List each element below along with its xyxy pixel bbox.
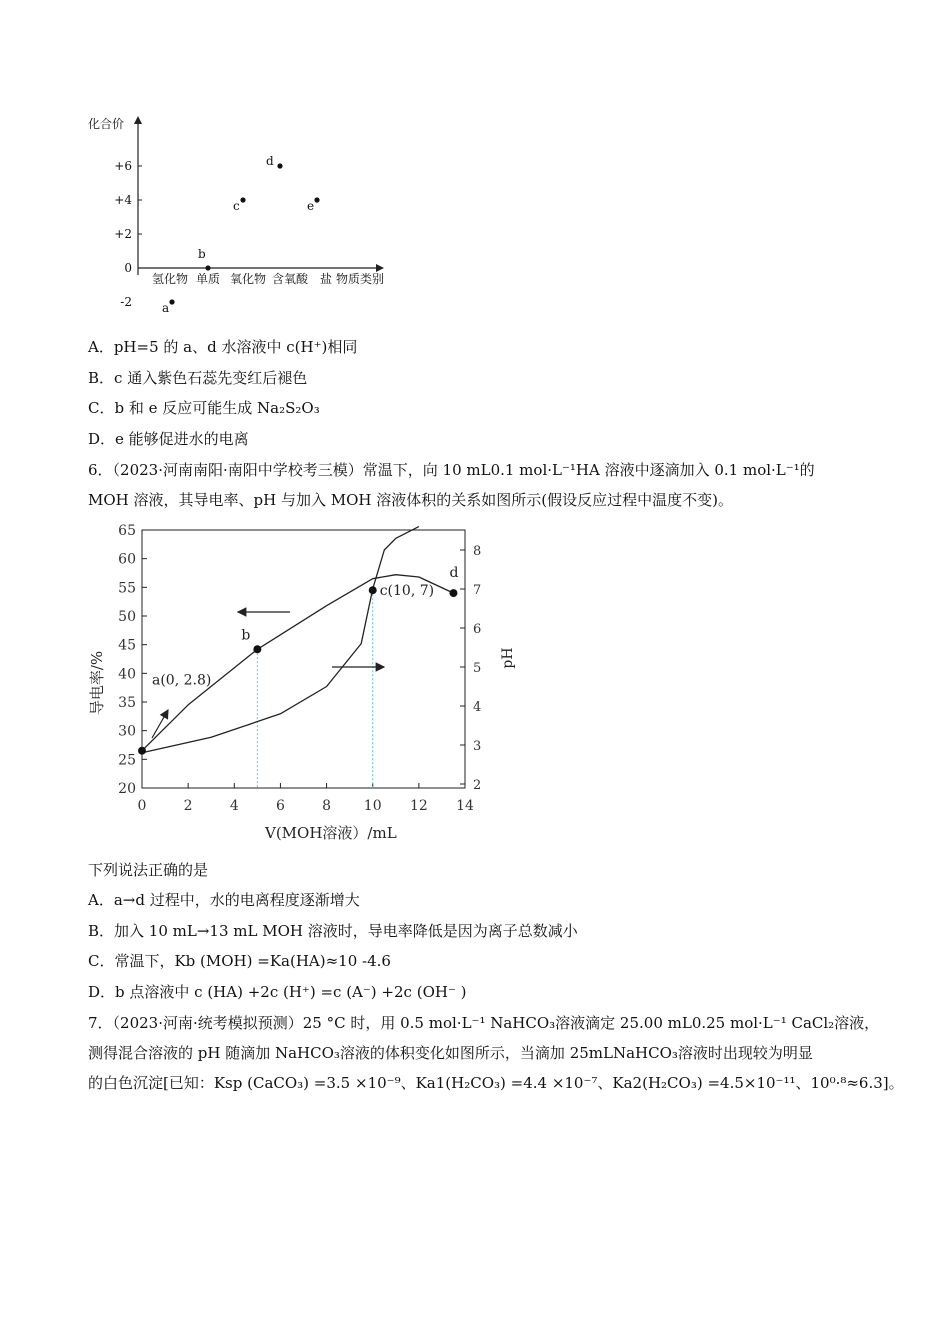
- ph-curve: [142, 527, 419, 753]
- fig1-point-label: d: [266, 154, 274, 168]
- conductivity-curve: [142, 575, 454, 751]
- fig1-point-d: [277, 163, 282, 168]
- fig1-point-label: a: [162, 301, 170, 315]
- fig1-xlabel: 物质类别: [336, 272, 385, 286]
- x-tick-label: 4: [229, 798, 239, 814]
- y-tick-label: 60: [118, 551, 136, 568]
- fig1-ytick: -2: [120, 295, 132, 309]
- y-tick-label: 35: [118, 695, 136, 711]
- q6-option-b: B．加入 10 mL→13 mL MOH 溶液时，导电率降低是因为离子总数减小: [88, 922, 578, 940]
- q5-option-c: C．b 和 e 反应可能生成 Na₂S₂O₃: [88, 399, 320, 417]
- q6-option-a: A．a→d 过程中，水的电离程度逐渐增大: [88, 891, 360, 909]
- y2-tick-label: 6: [473, 622, 482, 637]
- chart-point-label: c(10, 7): [379, 583, 435, 600]
- y-tick-label: 25: [118, 752, 136, 769]
- fig1-ytick: +2: [114, 227, 132, 241]
- fig1-point-label: c: [233, 199, 240, 213]
- fig1-ytick: +4: [114, 193, 132, 207]
- fig1-ylabel: 化合价: [88, 117, 125, 131]
- fig1-xcat: 氧化物: [229, 272, 267, 286]
- fig1-point-label: e: [307, 199, 315, 213]
- fig1-point-c: [240, 197, 245, 202]
- chart-point-label: b: [241, 627, 251, 644]
- chart-point: [369, 586, 377, 594]
- fig1-point-e: [314, 197, 319, 202]
- chart-point: [449, 589, 457, 597]
- fig1-xcat: 含氧酸: [271, 272, 309, 286]
- q5-option-d: D．e 能够促进水的电离: [88, 430, 249, 448]
- y2-tick-label: 3: [473, 739, 482, 754]
- y-tick-label: 50: [118, 609, 136, 625]
- x-tick-label: 0: [137, 798, 147, 814]
- y2-tick-label: 2: [473, 778, 482, 793]
- plot-frame: [142, 530, 465, 788]
- fig1-ytick: +6: [114, 159, 132, 173]
- q7-stem-line1: 7．（2023·河南·统考模拟预测）25 °C 时，用 0.5 mol·L⁻¹ NaHCO₃溶液滴定 25.00 mL0.25 mol·L⁻¹ CaCl₂溶液，: [88, 1014, 880, 1032]
- valence-class-figure: [80, 110, 410, 320]
- fig1-point-b: [205, 265, 210, 270]
- q7-stem-line2: 测得混合溶液的 pH 随滴加 NaHCO₃溶液的体积变化如图所示，当滴加 25mLNaHCO₃溶液时出现较为明显: [88, 1044, 813, 1062]
- chart-point-label: a(0, 2.8): [152, 672, 212, 689]
- y-axis-label: 导电率/%: [88, 650, 106, 716]
- q7-stem-line3: 的白色沉淀[已知：Ksp (CaCO₃) =3.5 ×10⁻⁹、Ka1(H₂CO₃) =4.4 ×10⁻⁷、Ka2(H₂CO₃) =4.5×10⁻¹¹、10⁰·⁸≈6.3]。: [88, 1074, 904, 1092]
- x-tick-label: 10: [363, 798, 382, 814]
- chart-point: [253, 645, 261, 653]
- fig1-point-label: b: [198, 247, 206, 261]
- chart-point: [138, 747, 146, 755]
- fig1-ytick: 0: [124, 261, 132, 275]
- q6-stem-line2: MOH 溶液，其导电率、pH 与加入 MOH 溶液体积的关系如图所示(假设反应过程中温度不变)。: [88, 491, 733, 509]
- y2-tick-label: 8: [473, 544, 482, 559]
- y-tick-label: 55: [118, 580, 136, 597]
- x-axis-label: V(MOH溶液）/mL: [265, 824, 397, 842]
- y2-tick-label: 4: [473, 700, 482, 715]
- x-tick-label: 6: [275, 798, 285, 814]
- fig1-point-a: [169, 299, 174, 304]
- q6-stem-line1: 6．（2023·河南南阳·南阳中学校考三模）常温下，向 10 mL0.1 mol·L⁻¹HA 溶液中逐滴加入 0.1 mol·L⁻¹的: [88, 461, 815, 479]
- chart-point-label: d: [449, 565, 459, 582]
- arrow-at-a: [152, 710, 168, 738]
- y-tick-label: 45: [118, 637, 136, 654]
- q5-option-b: B．c 通入紫色石蕊先变红后褪色: [88, 369, 308, 387]
- q6-option-d: D．b 点溶液中 c (HA) +2c (H⁺) =c (A⁻) +2c (OH⁻ ): [88, 983, 467, 1001]
- x-tick-label: 14: [456, 798, 474, 814]
- y2-tick-label: 5: [473, 661, 482, 676]
- q6-option-c: C．常温下，Kb (MOH) =Ka(HA)≈10 -4.6: [88, 952, 391, 970]
- y2-tick-label: 7: [473, 583, 482, 598]
- fig1-xcat: 盐: [319, 272, 333, 286]
- x-tick-label: 12: [409, 798, 428, 814]
- fig1-xcat: 氢化物: [151, 272, 189, 286]
- fig1-xcat: 单质: [195, 272, 221, 286]
- y-tick-label: 65: [118, 523, 136, 539]
- titration-chart: [80, 518, 530, 848]
- x-tick-label: 2: [183, 798, 193, 814]
- q6-prompt: 下列说法正确的是: [88, 861, 209, 879]
- y-tick-label: 20: [118, 781, 136, 797]
- q5-option-a: A．pH=5 的 a、d 水溶液中 c(H⁺)相同: [88, 338, 358, 356]
- y2-axis-label: pH: [500, 647, 516, 669]
- y-tick-label: 40: [118, 666, 136, 683]
- x-tick-label: 8: [322, 798, 332, 814]
- y-tick-label: 30: [118, 723, 136, 740]
